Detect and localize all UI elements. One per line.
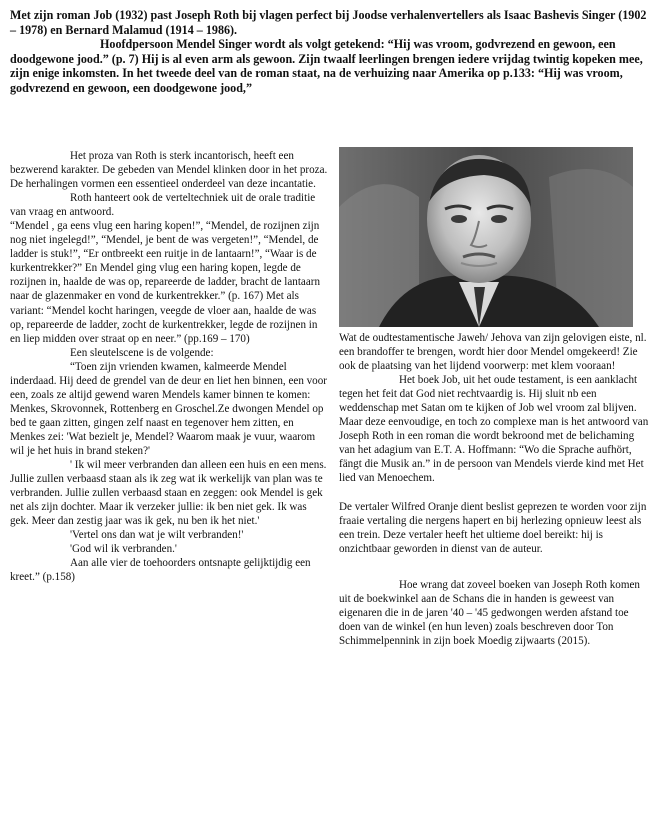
left-para-5: “Toen zijn vrienden kwamen, kalmeerde Mendel inderdaad. Hij deed de grendel van de deur en liet hen binnen, een voor een, zoals ze altijd gewend waren Mendels kamer binnen te komen: Menkes, Skrovonnek, Rottenberg en Groschel.Ze dwongen Mendel op bed te gaan zitten, gingen zelf naast en tegenover hem zitten, en Menkes zei: 'Wat bezielt je, Mendel? Waarom maak je vuur, waarom wil je het huis in brand steken?' (10, 360, 327, 457)
right-para-2: Het boek Job, uit het oude testament, is een aanklacht tegen het feit dat God niet rechtvaardig is. Hij sluit nb een weddenschap met Satan om te kijken of Job wel vroom zal blijven. Maar deze eenvoudige, en toch zo complexe man is het antwoord van Joseph Roth in een roman die wordt bekroond met de belichaming van het adagium van E.T. A. Hoffmann: “Wo die Sprache aufhört, fängt die Musik an.” in de persoon van Mendels vierde kind met Het lied van Menoechem. (339, 374, 649, 485)
left-para-7: 'Vertel ons dan wat je wilt verbranden!' (70, 529, 244, 542)
right-column (339, 331, 652, 648)
left-para-2: Roth hanteert ook de verteltechniek uit de orale traditie van vraag en antwoord. (10, 192, 316, 219)
left-para-6: ' Ik wil meer verbranden dan alleen een huis en een mens. Jullie zullen verbaasd staan als ik zeg wat ik werkelijk van plan was te verbranden. Jullie zullen verbaasd staan en zeggen: ook Mendel is gek net als zijn dochter. Maar ik verzeker jullie: ik ben niet gek. Ik was gek. Meer dan zestig jaar was ik gek, nu ben ik het niet.' (10, 459, 327, 528)
intro-paragraph (10, 8, 650, 96)
right-para-4: Hoe wrang dat zoveel boeken van Joseph Roth komen uit de boekwinkel aan de Schans die in handen is geweest van eigenaren die in de jaren '40 – '45 gedwongen werden afstand toe doen van de winkel (en hun leven) zoals beschreven door Ton Schimmelpennink in zijn boek Moedig zijwaarts (2015). (339, 578, 640, 647)
intro-line-2: Hoofdpersoon Mendel Singer wordt als volgt getekend: “Hij was vroom, godvrezend en gewoon, een doodgewone jood.” (p. 7) Hij is al even arm als gewoon. Zijn twaalf leerlingen brengen iedere vrijdag twintig kopeken mee, zijn enige inkomsten. In het tweede deel van de roman staat, na de verhuizing naar Amerika op p.133: “Hij was vroom, godvrezend en gewoon, een doodgewone jood,” (10, 37, 643, 95)
intro-line-1: Met zijn roman Job (1932) past Joseph Roth bij vlagen perfect bij Joodse verhalenvertellers als Isaac Bashevis Singer (1902 – 1978) en Bernard Malamud (1914 – 1986). (10, 8, 647, 37)
right-para-1: Wat de oudtestamentische Jaweh/ Jehova van zijn gelovigen eiste, nl. een brandoffer te brengen, wordt hier door Mendel omgekeerd! Zie ook de plaatsing van het lijdend voorwerp: met klem vooraan! (339, 332, 647, 373)
left-para-1: Het proza van Roth is sterk incantorisch, heeft een bezwerend karakter. De gebeden van Mendel klinken door in het proza. De herhalingen vormen een essentieel onderdeel van deze incantatie. (10, 150, 328, 191)
left-para-4: Een sleutelscene is de volgende: (70, 346, 214, 359)
left-para-3: “Mendel , ga eens vlug een haring kopen!”, “Mendel, de rozijnen zijn nog niet ingelegd!”, “Mendel, je bent de was vergeten!”, “Mendel, de ladder is stuk!”, “Er ontbreekt een ruitje in de lantaarn!”, “Waar is de kurkentrekker?” En Mendel ging vlug een haring kopen, legde de rozijnen in, haalde de was op, repareerde de ladder, bracht de lantaarn naar de glazenmaker en vond de kurkentrekker.” (p. 167) Met als variant: “Mendel kocht haringen, veegde de vloer aan, haalde de was op, repareerde de ladder, zocht de kurkentrekker, legde de rozijnen in en liep midden over straat op en neer.” (pp.169 – 170) (10, 220, 321, 345)
left-para-8: 'God wil ik verbranden.' (70, 543, 177, 556)
author-portrait-photo (339, 147, 633, 327)
left-para-9: Aan alle vier de toehoorders ontsnapte gelijktijdig een kreet.” (p.158) (10, 557, 311, 584)
author-portrait-image (339, 147, 633, 327)
right-para-3: De vertaler Wilfred Oranje dient beslist geprezen te worden voor zijn fraaie vertaling die nergens hapert en bij herlezing opnieuw leest als een trein. Deze vertaler heeft het ultieme doel bereikt: hij is onzichtbaar geworden in dienst van de auteur. (339, 500, 647, 555)
left-column (10, 149, 328, 584)
